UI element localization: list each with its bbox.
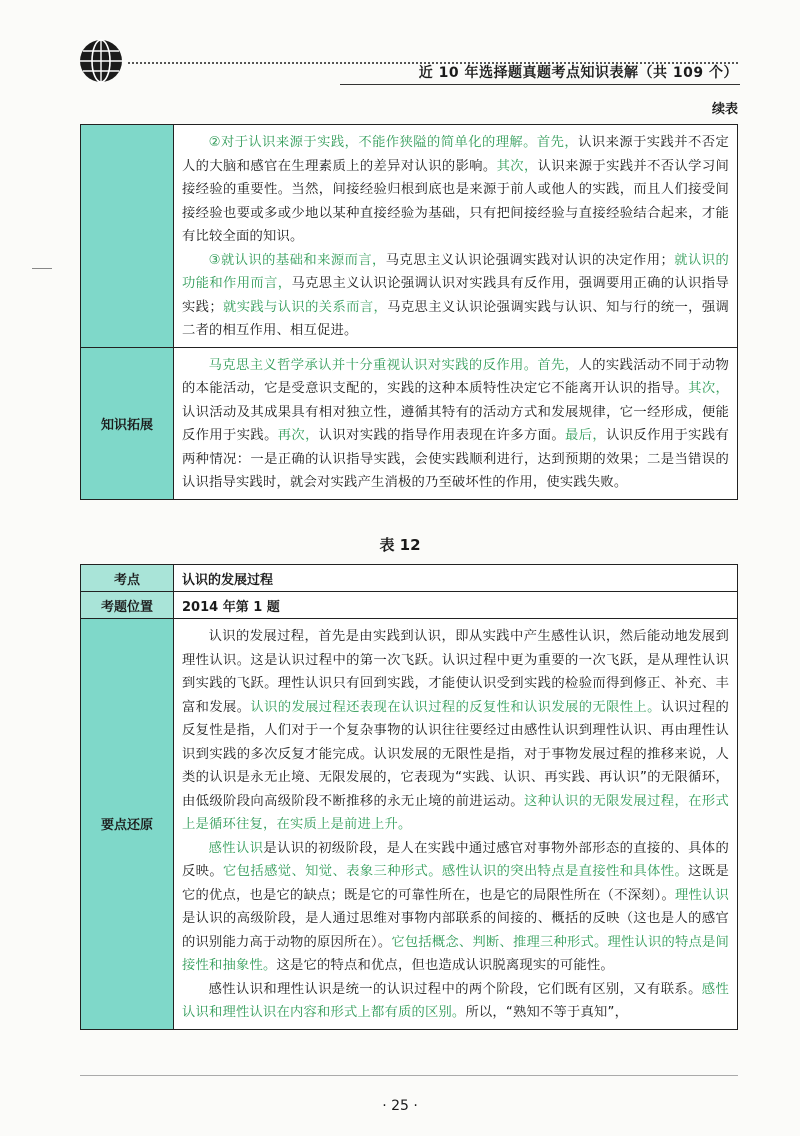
body-text: 这既是它的优点，也是它的缺点；既是它的可靠性所在，也是它的局限性所在（不深刻）。 bbox=[182, 864, 729, 903]
highlight-text: 最后， bbox=[565, 428, 607, 443]
paragraph bbox=[182, 354, 729, 495]
highlight-text: ②对于认识来源于实践，不能作狭隘的简单化的理解。首先， bbox=[208, 135, 579, 150]
table-row bbox=[81, 565, 738, 592]
body-text: 这是它的特点和优点，但也造成认识脱离现实的可能性。 bbox=[276, 958, 614, 973]
body-text: 马克思主义认识论强调认识对实践具有反作用，强调要用正确的认识指导实践； bbox=[182, 276, 729, 315]
highlight-text: 就实践与认识的关系而言， bbox=[222, 299, 388, 315]
highlight-text: 它包括感觉、知觉、表象三种形式。感性认识的突出特点是直接性和具体性。 bbox=[223, 864, 689, 879]
table-12 bbox=[80, 564, 738, 1030]
highlight-text: 其次， bbox=[688, 381, 729, 396]
table-row bbox=[81, 347, 738, 499]
points-label: 要点还原 bbox=[81, 619, 174, 1030]
globe-logo-icon bbox=[78, 38, 124, 84]
margin-mark bbox=[32, 268, 52, 272]
body-text: 马克思主义认识论强调实践与认识、知与行的统一，强调二者的相互作用、相互促进。 bbox=[182, 299, 729, 338]
kaodian-value: 认识的发展过程 bbox=[174, 565, 738, 592]
body-text: 是认识的高级阶段，是人通过思维对事物内部联系的间接的、概括的反映（这也是人的感官的识别能力高于动物的原因所在）。 bbox=[182, 911, 729, 950]
row-content bbox=[174, 347, 738, 499]
continued-label: 续表 bbox=[711, 102, 738, 117]
highlight-text: 认识的发展过程还表现在认识过程的反复性和认识发展的无限性上。 bbox=[250, 699, 661, 715]
body-text: 所以，“熟知不等于真知”， bbox=[465, 1005, 629, 1020]
table-row bbox=[81, 592, 738, 619]
kaodian-label: 考点 bbox=[81, 565, 174, 592]
header-rule bbox=[340, 84, 740, 86]
position-value: 2014 年第 1 题 bbox=[174, 592, 738, 619]
position-label: 考题位置 bbox=[81, 592, 174, 619]
highlight-text: 感性认识 bbox=[208, 840, 264, 856]
body-text: 是认识的初级阶段，是人在实践中通过感官对事物外部形态的直接的、具体的反映。 bbox=[182, 840, 729, 879]
highlight-text: 这种认识的无限发展过程，在形式上是循环往复，在实质上是前进上升。 bbox=[182, 793, 730, 832]
table-row bbox=[81, 619, 738, 1030]
highlight-text: 马克思主义哲学承认并十分重视认识对实践的反作用。首先， bbox=[208, 357, 579, 373]
paragraph bbox=[182, 978, 729, 1025]
body-text: 认识反作用于实践有两种情况：一是正确的认识指导实践，会使实践顺利进行，达到预期的效果；二是当错误的认识指导实践时，就会对实践产生消极的乃至破坏性的作用，使实践失败。 bbox=[182, 428, 729, 490]
bottom-rule bbox=[80, 1075, 738, 1076]
body-text: 认识活动及其成果具有相对独立性，遵循其特有的活动方式和发展规律，它一经形成，便能反作用于实践。 bbox=[182, 404, 729, 443]
highlight-text: 就认识的功能和作用而言， bbox=[182, 252, 729, 291]
highlight-text: 其次， bbox=[496, 158, 538, 174]
body-text: 认识对实践的指导作用表现在许多方面。 bbox=[318, 428, 566, 443]
body-text: 认识过程的反复性是指，人们对于一个复杂事物的认识往往要经过由感性认识到理性认识、再由理性认识到实践的多次反复才能完成。认识发展的无限性是指，对于事物发展过程的推移来说，人类的认识是永无止境、无限发展的，它表现为“实践、认识、再实践、再认识”的无限循环，由低级阶段向高级阶段不断推移的永无止境的前进运动。 bbox=[182, 699, 730, 809]
continued-table bbox=[80, 124, 738, 500]
table-row bbox=[81, 125, 738, 348]
body-text: 人的实践活动不同于动物的本能活动，它是受意识支配的，实践的这种本质特性决定它不能离开认识的指导。 bbox=[182, 357, 729, 396]
body-text: 马克思主义认识论强调实践对认识的决定作用； bbox=[385, 252, 675, 268]
highlight-text: 再次， bbox=[277, 428, 319, 443]
paragraph bbox=[182, 837, 729, 978]
row-content bbox=[174, 619, 738, 1030]
page-number: · 25 · bbox=[382, 1098, 418, 1114]
row-label-knowledge-expansion: 知识拓展 bbox=[81, 347, 174, 499]
highlight-text: ③就认识的基础和来源而言， bbox=[208, 252, 386, 268]
running-header-title: 近 10 年选择题真题考点知识表解（共 109 个） bbox=[418, 65, 738, 81]
highlight-text: 理性认识 bbox=[674, 887, 729, 903]
row-content bbox=[174, 125, 738, 348]
body-text: 感性认识和理性认识是统一的认识过程中的两个阶段，它们既有区别，又有联系。 bbox=[208, 981, 702, 997]
highlight-text: 感性认识和理性认识在内容和形式上都有质的区别。 bbox=[182, 981, 729, 1020]
body-text: 认识的发展过程，首先是由实践到认识，即从实践中产生感性认识，然后能动地发展到理性认识。这是认识过程中的第一次飞跃。认识过程中更为重要的一次飞跃，是从理性认识到实践的飞跃。理性认识只有回到实践，才能使认识受到实践的检验而得到修正、补充、丰富和发展。 bbox=[182, 629, 729, 715]
paragraph bbox=[182, 249, 729, 343]
paragraph bbox=[182, 625, 729, 837]
row-label-empty bbox=[81, 125, 174, 348]
body-text: 认识来源于实践并不否定人的大脑和感官在生理素质上的差异对认识的影响。 bbox=[182, 135, 729, 174]
highlight-text: 它包括概念、判断、推理三种形式。理性认识的特点是间接性和抽象性。 bbox=[182, 934, 729, 973]
paragraph bbox=[182, 131, 729, 249]
table-caption: 表 12 bbox=[379, 536, 421, 554]
body-text: 认识来源于实践并不否认学习间接经验的重要性。当然，间接经验归根到底也是来源于前人或他人的实践，而且人们接受间接经验也要或多或少地以某种直接经验为基础，只有把间接经验与直接经验结合起来，才能有比较全面的知识。 bbox=[182, 158, 729, 244]
